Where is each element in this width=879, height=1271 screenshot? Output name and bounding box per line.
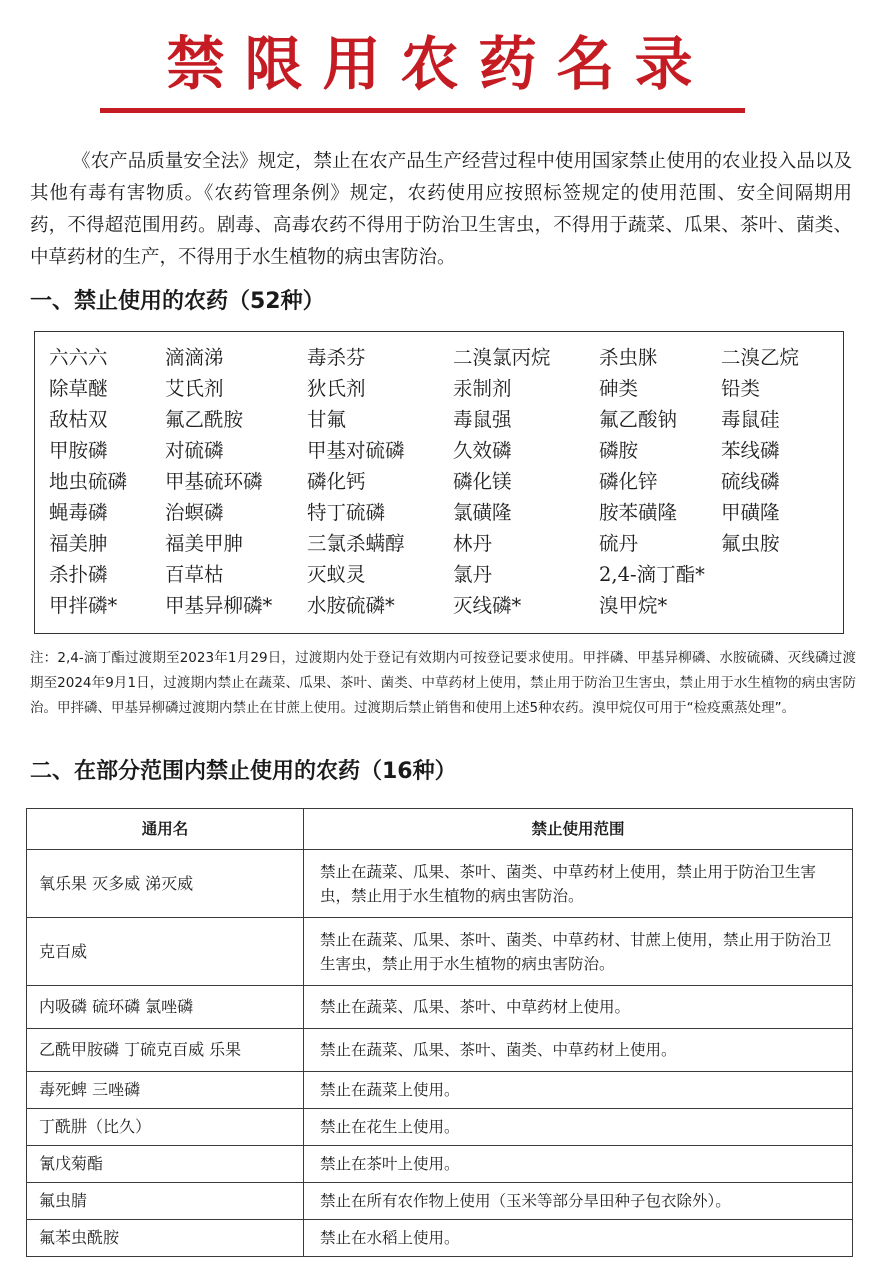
banned-pesticides-grid [49,342,849,621]
banned-item: 甲拌磷* [49,594,118,617]
banned-item: 灭线磷* [453,594,522,617]
banned-item: 甲磺隆 [721,501,780,524]
banned-item: 砷类 [599,377,639,400]
table-row [27,1220,853,1257]
banned-item [721,559,849,590]
table-row [27,986,853,1029]
table-row [27,1072,853,1109]
intro-paragraph: 《农产品质量安全法》规定，禁止在农产品生产经营过程中使用国家禁止使用的农业投入品以及其他有毒有害物质。《农药管理条例》规定，农药使用应按照标签规定的使用范围、安全间隔期用药，不得超范围用药。剧毒、高毒农药不得用于防治卫生害虫，不得用于蔬菜、瓜果、茶叶、菌类、中草药材的生产，不得用于水生植物的病虫害防治。 [30,151,852,268]
pesticide-name-cell: 氧乐果 灭多威 涕灭威 [27,850,304,918]
banned-item: 苯线磷 [721,439,780,462]
pesticide-name-cell: 内吸磷 硫环磷 氯唑磷 [27,986,304,1029]
banned-item: 艾氏剂 [165,377,224,400]
banned-item: 铅类 [721,377,761,400]
table-row [27,850,853,918]
table-row [27,918,853,986]
pesticide-name-cell: 毒死蜱 三唑磷 [27,1072,304,1109]
ban-scope-cell: 禁止在蔬菜上使用。 [304,1072,853,1109]
transition-note: 注：2,4-滴丁酯过渡期至2023年1月29日，过渡期内处于登记有效期内可按登记要求使用。甲拌磷、甲基异柳磷、水胺硫磷、灭线磷过渡期至2024年9月1日，过渡期内禁止在蔬菜、瓜果、茶叶、菌类、中草药材上使用，禁止用于防治卫生害虫，禁止用于水生植物的病虫害防治。甲拌磷、甲基异柳磷过渡期内禁止在甘蔗上使用。过渡期后禁止销售和使用上述5种农药。溴甲烷仅可用于“检疫熏蒸处理”。 [30,650,856,716]
ban-scope-cell: 禁止在蔬菜、瓜果、茶叶、菌类、中草药材上使用，禁止用于防治卫生害虫，禁止用于水生植物的病虫害防治。 [304,850,853,918]
banned-item: 甲基对硫磷 [307,439,405,462]
pesticide-name-cell: 乙酰甲胺磷 丁硫克百威 乐果 [27,1029,304,1072]
banned-item: 毒鼠强 [453,408,512,431]
banned-item: 2,4-滴丁酯* [599,563,705,586]
banned-item: 久效磷 [453,439,512,462]
pesticide-name-cell: 氰戊菊酯 [27,1146,304,1183]
banned-item: 硫线磷 [721,470,780,493]
banned-item: 治螟磷 [165,501,224,524]
ban-scope-cell: 禁止在所有农作物上使用（玉米等部分旱田种子包衣除外）。 [304,1183,853,1220]
banned-item: 敌枯双 [49,408,108,431]
banned-item: 硫丹 [599,532,639,555]
section-1-heading: 一、禁止使用的农药（52种） [30,289,325,314]
banned-item: 氟虫胺 [721,532,780,555]
banned-item: 甲胺磷 [49,439,108,462]
pesticide-name-cell: 氟虫腈 [27,1183,304,1220]
column-header-name: 通用名 [27,809,304,850]
banned-item: 三氯杀螨醇 [307,532,405,555]
ban-scope-cell: 禁止在花生上使用。 [304,1109,853,1146]
banned-item: 对硫磷 [165,439,224,462]
ban-scope-cell: 禁止在蔬菜、瓜果、茶叶、中草药材上使用。 [304,986,853,1029]
table-row [27,1109,853,1146]
banned-item: 二溴氯丙烷 [453,346,551,369]
banned-item: 林丹 [453,532,493,555]
banned-item: 六六六 [49,346,108,369]
banned-item: 毒杀芬 [307,346,366,369]
banned-pesticides-box [34,331,844,634]
banned-item: 氯丹 [453,563,493,586]
banned-item: 杀扑磷 [49,563,108,586]
restricted-pesticides-table [26,808,853,1257]
banned-item: 甘氟 [307,408,347,431]
ban-scope-cell: 禁止在蔬菜、瓜果、茶叶、菌类、中草药材上使用。 [304,1029,853,1072]
banned-item: 磷化锌 [599,470,658,493]
ban-scope-cell: 禁止在蔬菜、瓜果、茶叶、菌类、中草药材、甘蔗上使用，禁止用于防治卫生害虫，禁止用于水生植物的病虫害防治。 [304,918,853,986]
banned-item: 水胺硫磷* [307,594,395,617]
banned-item: 氟乙酸钠 [599,408,678,431]
banned-item: 磷化钙 [307,470,366,493]
table-row [27,1146,853,1183]
banned-item: 地虫硫磷 [49,470,128,493]
banned-item: 除草醚 [49,377,108,400]
banned-item: 杀虫脒 [599,346,658,369]
banned-item: 狄氏剂 [307,377,366,400]
banned-item: 福美甲胂 [165,532,244,555]
pesticide-name-cell: 氟苯虫酰胺 [27,1220,304,1257]
banned-item: 特丁硫磷 [307,501,386,524]
section-2-heading: 二、在部分范围内禁止使用的农药（16种） [30,759,457,784]
table-row [27,1029,853,1072]
table-header-row [27,809,853,850]
banned-item: 溴甲烷* [599,594,668,617]
banned-item [721,590,849,621]
banned-item: 二溴乙烷 [721,346,800,369]
banned-item: 毒鼠硅 [721,408,780,431]
banned-item: 磷化镁 [453,470,512,493]
page-title: 禁限用农药名录 [166,30,713,98]
pesticide-name-cell: 丁酰肼（比久） [27,1109,304,1146]
banned-item: 氟乙酰胺 [165,408,244,431]
banned-item: 甲基硫环磷 [165,470,263,493]
title-underline [100,108,745,113]
banned-item: 福美胂 [49,532,108,555]
ban-scope-cell: 禁止在茶叶上使用。 [304,1146,853,1183]
banned-item: 滴滴涕 [165,346,224,369]
ban-scope-cell: 禁止在水稻上使用。 [304,1220,853,1257]
banned-item: 蝇毒磷 [49,501,108,524]
table-row [27,1183,853,1220]
banned-item: 氯磺隆 [453,501,512,524]
pesticide-name-cell: 克百威 [27,918,304,986]
column-header-scope: 禁止使用范围 [304,809,853,850]
banned-item: 灭蚁灵 [307,563,366,586]
banned-item: 胺苯磺隆 [599,501,678,524]
banned-item: 甲基异柳磷* [165,594,273,617]
banned-item: 汞制剂 [453,377,512,400]
banned-item: 磷胺 [599,439,639,462]
banned-item: 百草枯 [165,563,224,586]
